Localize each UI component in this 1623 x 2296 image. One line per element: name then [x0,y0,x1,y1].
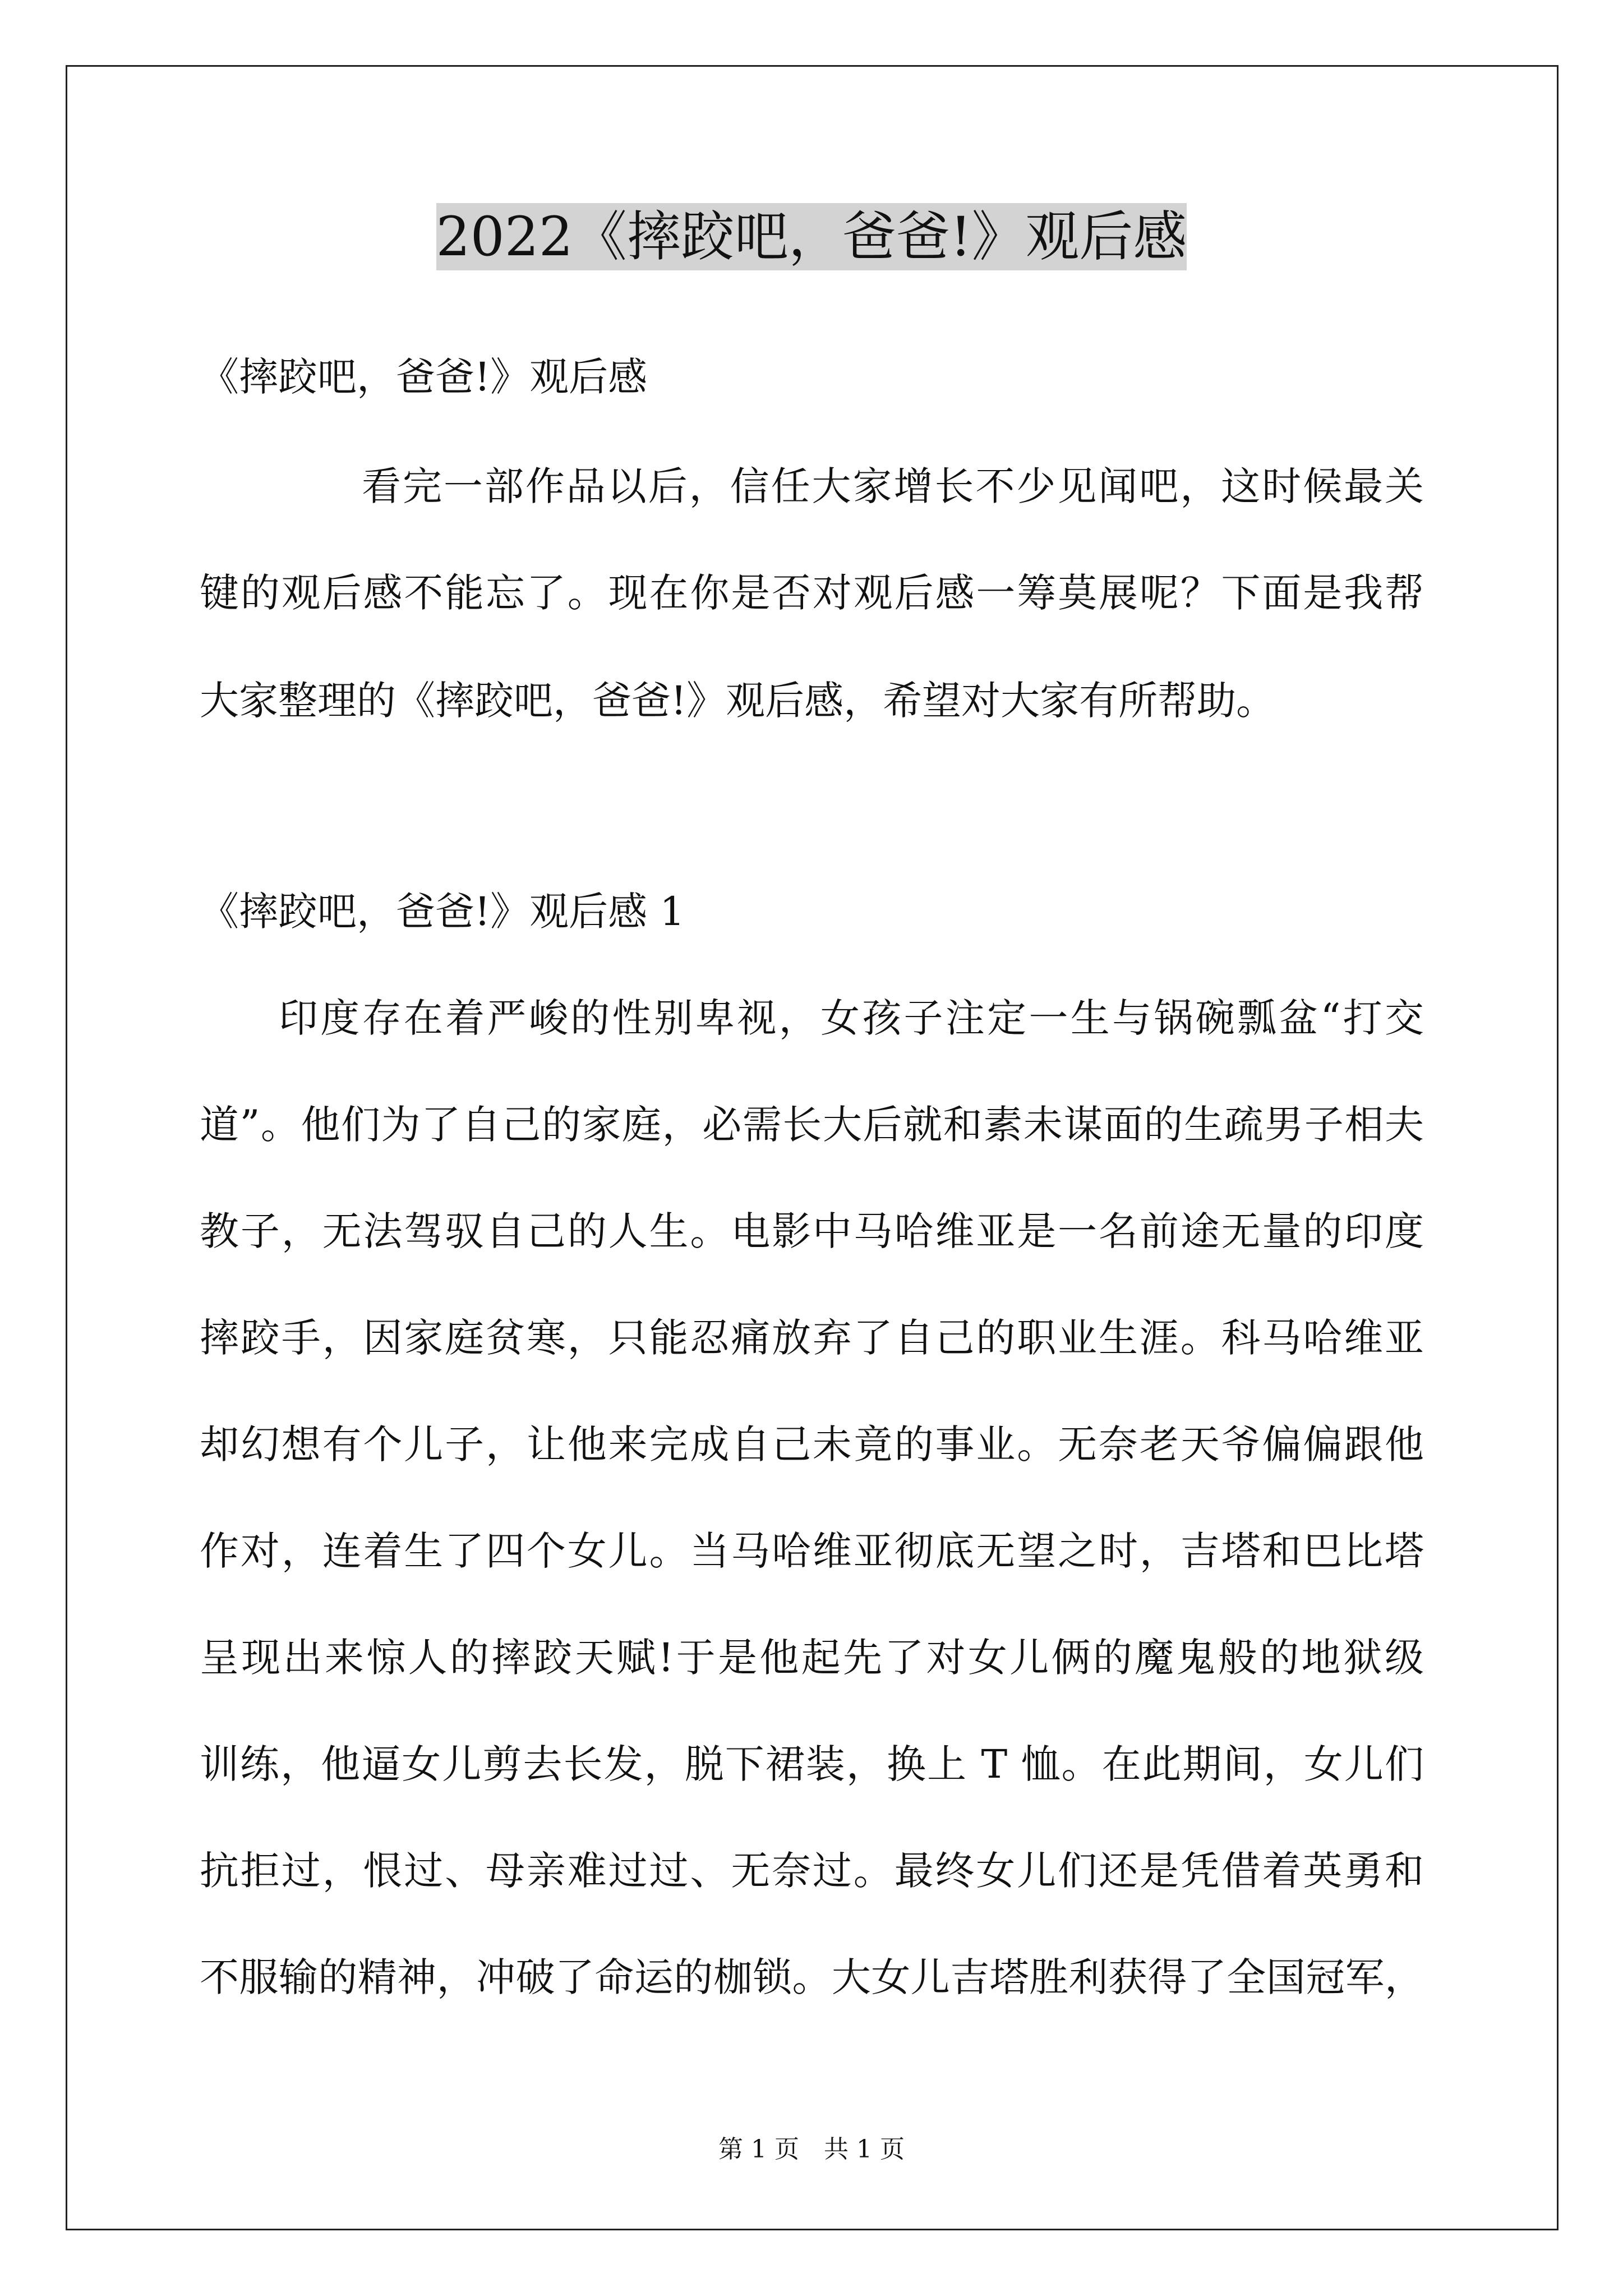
body-line: 印度存在着严峻的性别卑视，女孩子注定一生与锅碗瓢盆“打交 [279,995,1424,1041]
intro-line: 看完一部作品以后，信任大家增长不少见闻吧，这时候最关 [362,463,1424,509]
body-line: 训练，他逼女儿剪去长发，脱下裙装，换上 T 恤。在此期间，女儿们 [200,1741,1424,1787]
body-line: 却幻想有个儿子，让他来完成自己未竟的事业。无奈老天爷偏偏跟他 [200,1421,1424,1467]
intro-line: 键的观后感不能忘了。现在你是否对观后感一筹莫展呢？下面是我帮 [200,570,1424,616]
section-heading: 《摔跤吧，爸爸!》观后感 1 [200,889,685,935]
body-line: 不服输的精神，冲破了命运的枷锁。大女儿吉塔胜利获得了全国冠军， [200,1954,1424,2000]
body-line: 呈现出来惊人的摔跤天赋!于是他起先了对女儿俩的魔鬼般的地狱级 [200,1635,1424,1681]
body-line: 抗拒过，恨过、母亲难过过、无奈过。最终女儿们还是凭借着英勇和 [200,1848,1424,1894]
subtitle: 《摔跤吧，爸爸!》观后感 [200,354,648,400]
document-title-text: 2022《摔跤吧，爸爸!》观后感 [436,203,1187,270]
page-footer: 第 1 页 共 1 页 [718,2135,905,2164]
document-title [0,203,1623,270]
intro-line: 大家整理的《摔跤吧，爸爸!》观后感，希望对大家有所帮助。 [200,678,1276,724]
body-line: 道”。他们为了自己的家庭，必需长大后就和素未谋面的生疏男子相夫 [200,1102,1424,1148]
body-line: 作对，连着生了四个女儿。当马哈维亚彻底无望之时，吉塔和巴比塔 [200,1528,1424,1574]
body-line: 摔跤手，因家庭贫寒，只能忍痛放弃了自己的职业生涯。科马哈维亚 [200,1315,1424,1361]
body-line: 教子，无法驾驭自己的人生。电影中马哈维亚是一名前途无量的印度 [200,1208,1424,1254]
